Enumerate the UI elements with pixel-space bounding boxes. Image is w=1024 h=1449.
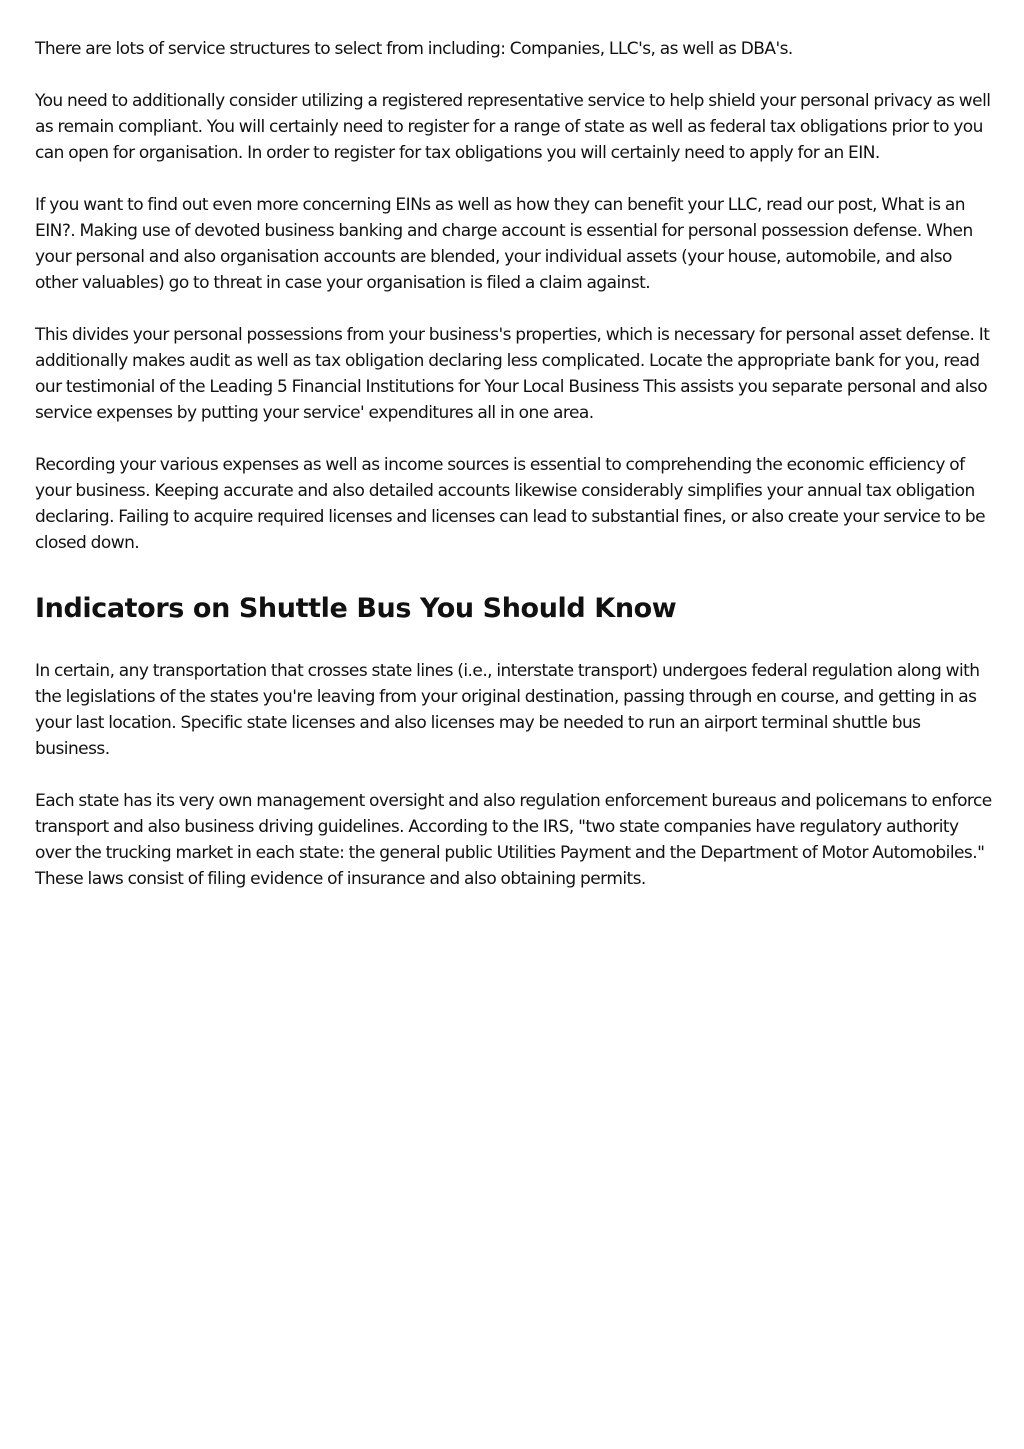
paragraph-interstate-transport: In certain, any transportation that crosses state lines (i.e., interstate transport) undergoes federal regulation along with the legislations of the states you're leaving from your original destination, passing through en course, and getting in as your last location. Specific state licenses and also licenses may be needed to run an airport terminal shuttle bus business.	[35, 661, 980, 759]
paragraph-asset-defense: This divides your personal possessions from your business's properties, which is necessary for personal asset defense. It additionally makes audit as well as tax obligation declaring less complicated. Locate the appropriate bank for you, read our testimonial of the Leading 5 Financial Institutions for Your Local Business This assists you separate personal and also service expenses by putting your service' expenditures all in one area.	[35, 325, 990, 423]
paragraph-recording-expenses: Recording your various expenses as well as income sources is essential to comprehending the economic efficiency of your business. Keeping accurate and also detailed accounts likewise considerably simplifies your annual tax obligation declaring. Failing to acquire required licenses and licenses can lead to substantial fines, or also create your service to be closed down.	[35, 455, 986, 553]
section-heading: Indicators on Shuttle Bus You Should Know	[35, 593, 677, 624]
paragraph-structures: There are lots of service structures to select from including: Companies, LLC's, as well as DBA's.	[35, 39, 793, 59]
paragraph-registered-agent: You need to additionally consider utilizing a registered representative service to help shield your personal privacy as well as remain compliant. You will certainly need to register for a range of state as well as federal tax obligations prior to you can open for organisation. In order to register for tax obligations you will certainly need to apply for an EIN.	[35, 91, 991, 163]
paragraph-ein: If you want to find out even more concerning EINs as well as how they can benefit your LLC, read our post, What is an EIN?. Making use of devoted business banking and charge account is essential for personal possession defense. When your personal and also organisation accounts are blended, your individual assets (your house, automobile, and also other valuables) go to threat in case your organisation is filed a claim against.	[35, 195, 973, 293]
document-page	[35, 36, 993, 918]
paragraph-state-oversight: Each state has its very own management oversight and also regulation enforcement bureaus and policemans to enforce transport and also business driving guidelines. According to the IRS, "two state companies have regulatory authority over the trucking market in each state: the general public Utilities Payment and the Department of Motor Automobiles." These laws consist of filing evidence of insurance and also obtaining permits.	[35, 791, 992, 889]
